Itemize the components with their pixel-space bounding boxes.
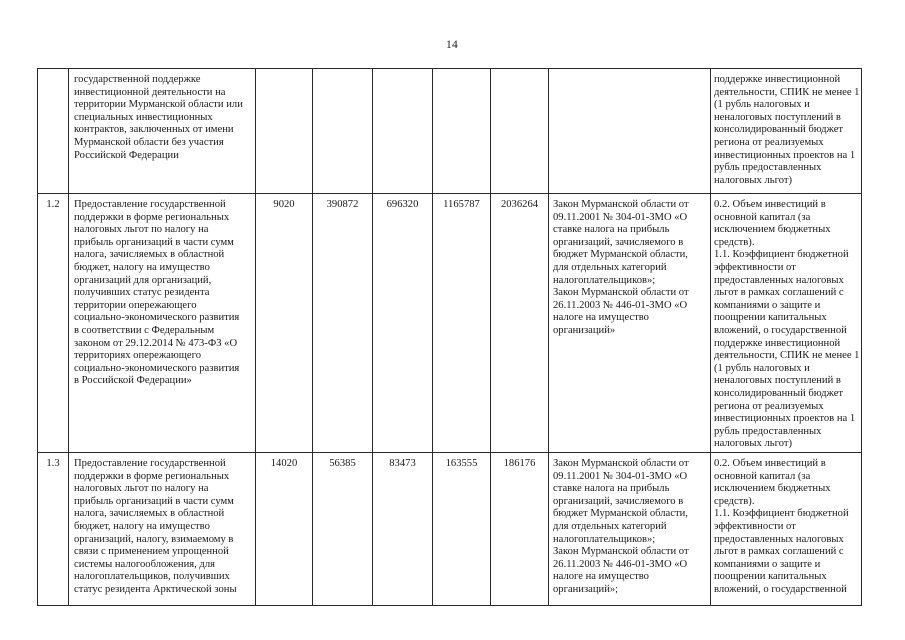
amount-value: 83473 [389, 458, 416, 469]
legal-basis-cell [549, 453, 711, 606]
amount-cell [313, 69, 373, 194]
legal-basis-cell [549, 69, 711, 194]
measure-description: государственной поддержке инвестиционной деятельности на территории Мурманской области или специальных инвестиционных контрактов, заключенных от имени Мурманской области без участия Российской Федерации [74, 74, 243, 161]
tax-benefits-table [37, 68, 862, 606]
amount-cell [313, 194, 373, 453]
amount-cell [373, 194, 433, 453]
amount-cell [433, 69, 491, 194]
target-indicators-cell [711, 453, 862, 606]
amount-cell [491, 453, 549, 606]
row-number: 1.2 [46, 199, 60, 210]
target-indicators-text: 0.2. Объем инвестиций в основной капитал (за исключением бюджетных средств). 1.1. Коэффициент бюджетной эффективности от предоставленных налоговых льгот в рамках соглашений с компаниями о защите и поощрении капитальных вложений, о государственной поддержке инвестиционной деятельности, СПИК не менее 1 (1 рубль налоговых и неналоговых поступлений в консолидированный бюджет региона от реализуемых инвестиционных проектов на 1 рубль предоставленных налоговых льгот) [714, 199, 860, 450]
legal-basis-text: Закон Мурманской области от 09.11.2001 № 304-01-ЗМО «О ставке налога на прибыль организаций, зачисляемого в бюджет Мурманской области, для отдельных категорий налогоплательщиков»; Закон Мурманской области от 26.11.2003 № 446-01-ЗМО «О налоге на имущество организаций»; [553, 458, 689, 595]
table-row [38, 453, 862, 606]
amount-value: 56385 [329, 458, 356, 469]
amount-cell [433, 453, 491, 606]
measure-description-cell [69, 194, 256, 453]
row-number-cell [38, 69, 69, 194]
amount-value: 163555 [445, 458, 478, 469]
row-number-cell [38, 453, 69, 606]
amount-value: 696320 [386, 199, 419, 210]
measure-description: Предоставление государственной поддержки в форме региональных налоговых льгот по налогу на прибыль организаций в части сумм налога, зачисляемых в областной бюджет, налогу на имущество организаций для организаций, получивших статус резидента территории опережающего социально-экономического развития в соответствии с Федеральным законом от 29.12.2014 № 473-ФЗ «О территориях опережающего социально-экономического развития в Российской Федерации» [74, 199, 240, 387]
amount-value: 1165787 [443, 199, 480, 210]
amount-value: 2036264 [500, 199, 539, 210]
amount-cell [373, 69, 433, 194]
amount-cell [256, 194, 313, 453]
legal-basis-text: Закон Мурманской области от 09.11.2001 № 304-01-ЗМО «О ставке налога на прибыль организаций, зачисляемого в бюджет Мурманской области, для отдельных категорий налогоплательщиков»; Закон Мурманской области от 26.11.2003 № 446-01-ЗМО «О налоге на имущество организаций» [553, 199, 689, 336]
target-indicators-text: поддержке инвестиционной деятельности, СПИК не менее 1 (1 рубль налоговых и неналоговых поступлений в консолидированный бюджет региона от реализуемых инвестиционных проектов на 1 рубль предоставленных налоговых льгот) [714, 74, 860, 186]
amount-cell [373, 453, 433, 606]
amount-cell [313, 453, 373, 606]
table-row [38, 69, 862, 194]
legal-basis-cell [549, 194, 711, 453]
amount-cell [491, 69, 549, 194]
amount-value: 390872 [326, 199, 359, 210]
measure-description-cell [69, 453, 256, 606]
target-indicators-text: 0.2. Объем инвестиций в основной капитал (за исключением бюджетных средств). 1.1. Коэффициент бюджетной эффективности от предоставленных налоговых льгот в рамках соглашений с компаниями о защите и поощрении капитальных вложений, о государственной [714, 458, 849, 595]
page-number: 14 [446, 39, 459, 51]
target-indicators-cell [711, 69, 862, 194]
measure-description: Предоставление государственной поддержки в форме региональных налоговых льгот по налогу на прибыль организаций в части сумм налога, зачисляемых в областной бюджет, налогу на имущество организаций, налогу, взимаемому в связи с применением упрощенной системы налогообложения, для налогоплательщиков, получивших статус резидента Арктической зоны [74, 458, 237, 595]
table-row [38, 194, 862, 453]
amount-value: 186176 [503, 458, 536, 469]
row-number-cell [38, 194, 69, 453]
amount-value: 14020 [270, 458, 298, 469]
row-number: 1.3 [46, 458, 60, 469]
amount-cell [491, 194, 549, 453]
target-indicators-cell [711, 194, 862, 453]
amount-cell [256, 69, 313, 194]
measure-description-cell [69, 69, 256, 194]
amount-value: 9020 [273, 199, 295, 210]
amount-cell [256, 453, 313, 606]
amount-cell [433, 194, 491, 453]
